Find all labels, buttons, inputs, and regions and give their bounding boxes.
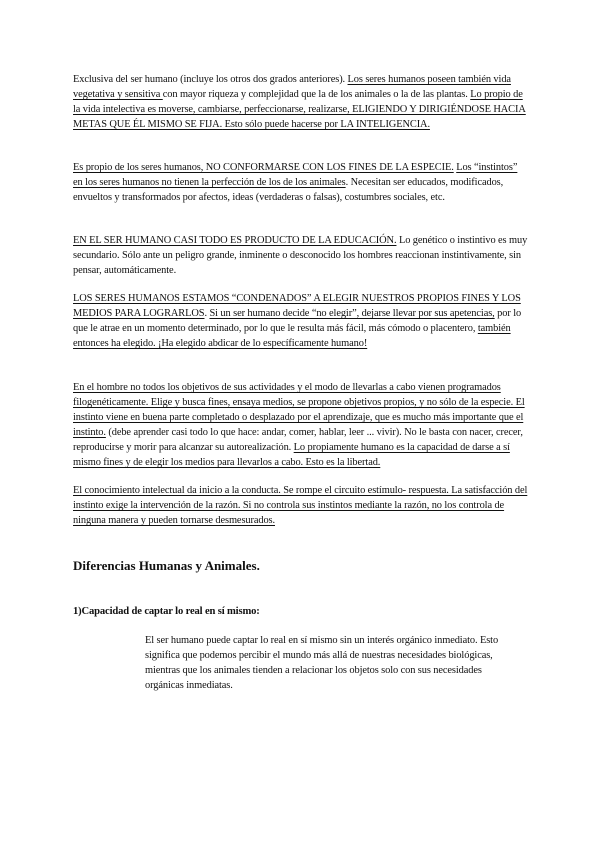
text-run: . Necesitan ser educados, modificados, envueltos y transformados por afectos, ideas (verdaderas o falsas), costumbres sociales, etc. bbox=[73, 177, 504, 203]
text-run: . bbox=[204, 308, 210, 319]
subsection-heading: 1)Capacidad de captar lo real en sí mismo: bbox=[73, 606, 260, 617]
underlined-text-run: Lo propio de la vida intelectiva es moverse, cambiarse, perfeccionarse, realizarse, ELIGIENDO Y DIRIGIÉNDOSE HACIA METAS QUE ÉL MISMO SE FIJA. bbox=[73, 89, 526, 130]
underlined-text-run: Es propio de los seres humanos, NO CONFORMARSE CON LOS FINES DE LA ESPECIE. bbox=[73, 162, 454, 173]
paragraph-intellectual-life bbox=[73, 72, 529, 132]
indented-paragraph: El ser humano puede captar lo real en sí mismo sin un interés orgánico inmediato. Esto significa que podemos percibir el mundo más allá de nuestras necesidades biológicas, mientras que los animales tienden a relacionar los objetos solo con sus necesidades orgánicas inmediatas. bbox=[145, 635, 499, 691]
paragraph-species-ends bbox=[73, 160, 529, 205]
paragraph-stimulus-response bbox=[73, 483, 529, 528]
underlined-text-run: también entonces ha elegido. ¡Ha elegido abdicar de lo específicamente humano! bbox=[73, 323, 511, 349]
underlined-text-run: Los “instintos” en los seres humanos no tienen la perfección de los de los animales bbox=[73, 162, 518, 188]
section-heading: Diferencias Humanas y Animales. bbox=[73, 558, 260, 573]
underlined-text-run: Esto sólo puede hacerse por LA INTELIGENCIA. bbox=[222, 119, 430, 130]
underlined-text-run: El conocimiento intelectual da inicio a la conducta. Se rompe el circuito estímulo- respuesta. La satisfacción del instinto exige la intervención de la razón. Si no controla sus instintos mediante la razón, no los controla de ninguna manera y pueden tornarse desmesurados. bbox=[73, 485, 528, 526]
underlined-text-run: Los seres humanos poseen también vida vegetativa y sensitiva bbox=[73, 74, 511, 100]
underlined-text-run: LOS SERES HUMANOS ESTAMOS “CONDENADOS” A ELEGIR NUESTROS PROPIOS FINES Y LOS MEDIOS PARA LOGRARLOS bbox=[73, 293, 521, 319]
text-run: Exclusiva del ser humano (incluye los otros dos grados anteriores). bbox=[73, 74, 348, 85]
paragraph-condemned-to-choose bbox=[73, 291, 529, 351]
paragraph-education bbox=[73, 233, 529, 278]
text-run: Lo genético o instintivo es muy secundario. Sólo ante un peligro grande, inminente o desconocido los hombres reaccionan instintivamente, sin pensar, automáticamente. bbox=[73, 235, 528, 276]
paragraph-phylogenetic bbox=[73, 380, 529, 470]
underlined-text-run: En el hombre no todos los objetivos de sus actividades y el modo de llevarlas a cabo vienen programados filogenéticamente. Elige y busca fines, ensaya medios, se propone objetivos propios, y no sólo de la especie. El instinto viene en buena parte completado o desplazado por el aprendizaje, que es mucho más importante que el instinto. bbox=[73, 382, 525, 438]
underlined-text-run: Si un ser humano decide “no elegir”, dejarse llevar por sus apetencias, bbox=[209, 308, 495, 319]
underlined-text-run: EN EL SER HUMANO CASI TODO ES PRODUCTO DE LA EDUCACIÓN. bbox=[73, 235, 397, 246]
text-run: por lo que le atrae en un momento determinado, por lo que le resulta más fácil, más cómodo o placentero, bbox=[73, 308, 522, 334]
text-run: (debe aprender casi todo lo que hace: andar, comer, hablar, leer ... vivir). No le basta con nacer, crecer, reproducirse y morir para alcanzar su autorealización. bbox=[73, 427, 523, 453]
text-run: con mayor riqueza y complejidad que la de los animales o la de las plantas. bbox=[162, 89, 471, 100]
underlined-text-run: Lo propiamente humano es la capacidad de darse a sí mismo fines y de elegir los medios para llevarlos a cabo. Esto es la libertad. bbox=[73, 442, 510, 468]
